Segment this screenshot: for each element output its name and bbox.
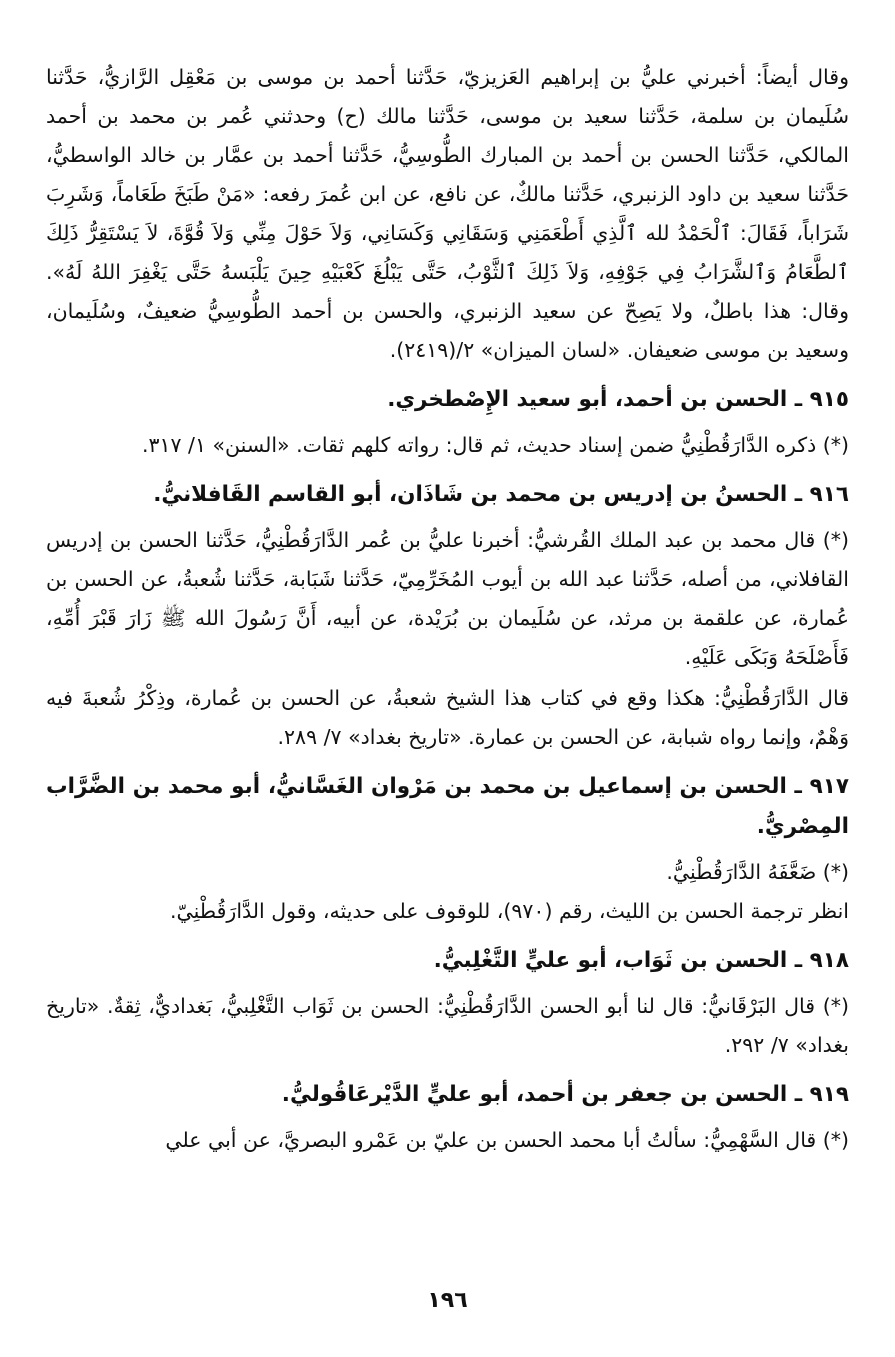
entry-heading-917: ٩١٧ ـ الحسن بن إسماعيل بن محمد بن مَرْوان الغَسَّانيُّ، أبو محمد بن الضَّرَّاب المِصْريُّ. bbox=[46, 774, 849, 839]
entry-heading-915: ٩١٥ ـ الحسن بن أحمد، أبو سعيد الإِصْطخري. bbox=[387, 387, 849, 412]
entry-body-918: (*) قال البَرْقَانيُّ: قال لنا أبو الحسن الدَّارَقُطْنِيُّ: الحسن بن ثَوَاب التَّغْلِبيُّ، بَغداديٌّ، ثِقةٌ. «تاريخ بغداد» ٧/ ٢٩٢. bbox=[46, 994, 849, 1057]
paragraph-continuation: وقال أيضاً: أخبرني عليُّ بن إبراهيم العَزيزيّ، حَدَّثنا أحمد بن موسى بن مَعْقِل الرَّازيُّ، حَدَّثنا سُلَيمان بن سلمة، حَدَّثنا سعيد بن موسى، حَدَّثنا مالك (ح) وحدثني عُمر بن محمد بن أحمد المالكي، حَدَّثنا الحسن بن أحمد بن المبارك الطُّوسِيُّ، حَدَّثنا أحمد بن عمَّار بن خالد الواسطيُّ، حَدَّثنا سعيد بن داود الزنبري، حَدَّثنا مالكٌ، عن نافع، عن ابن عُمرَ رفعه: «مَنْ طَبَخَ طَعَاماً، وَشَرِبَ شَرَاباً، فَقَالَ: ٱلْحَمْدُ لله ٱلَّذِي أَطْعَمَنِي وَسَقَانِي وَكَسَانِي، وَلاَ حَوْلَ مِنِّي وَلاَ قُوَّةَ، لاَ يَسْتَقِرُّ ذَلِكَ ٱلطَّعَامُ وَٱلشَّرَابُ فِي جَوْفِهِ، وَلاَ ذَلِكَ ٱلثَّوْبُ، حَتَّى يَبْلُغَ كَعْبَيْهِ حِينَ يَلْبَسهُ حَتَّى يَغْفِرَ اللهُ لَهُ». وقال: هذا باطلٌ، ولا يَصِحّ عن سعيد الزنبري، والحسن بن أحمد الطُّوسِيُّ ضعيفٌ، وسُلَيمان، وسعيد بن موسى ضعيفان. «لسان الميزان» ٢/(٢٤١٩). bbox=[46, 65, 849, 362]
page-number: ١٩٦ bbox=[427, 1288, 468, 1313]
entry-body-916-a: (*) قال محمد بن عبد الملك القُرشيُّ: أخبرنا عليُّ بن عُمر الدَّارَقُطْنِيُّ، حَدَّثنا الحسن بن إدريس القافلاني، من أصله، حَدَّثنا عبد الله بن أيوب المُخَرِّمِيّ، حَدَّثنا شَبَابة، حَدَّثنا شُعبةُ، عن الحسن بن عُمارة، عن علقمة بن مرثد، عن سُلَيمان بن بُرَيْدة، عن أبيه، أَنَّ رَسُولَ الله ﷺ زَارَ قَبْرَ أُمِّهِ، فَأَصْلَحَهُ وَبَكَى عَلَيْهِ. bbox=[46, 528, 849, 669]
entry-heading-916: ٩١٦ ـ الحسنُ بن إدريس بن محمد بن شَاذَان، أبو القاسم القَافلانيُّ. bbox=[153, 482, 849, 507]
entry-body-917-b: انظر ترجمة الحسن بن الليث، رقم (٩٧٠)، للوقوف على حديثه، وقول الدَّارَقُطْنِيّ. bbox=[170, 899, 849, 923]
entry-heading-919: ٩١٩ ـ الحسن بن جعفر بن أحمد، أبو عليٍّ الدَّيْرعَاقُوليُّ. bbox=[281, 1082, 849, 1107]
entry-body-917-a: (*) ضَعَّفَهُ الدَّارَقُطْنِيُّ. bbox=[666, 860, 849, 884]
entry-body-916-b: قال الدَّارَقُطْنِيُّ: هكذا وقع في كتاب هذا الشيخ شعبةُ، عن الحسن بن عُمارة، وذِكْرُ شُعبةَ فيه وَهْمٌ، وإنما رواه شبابة، عن الحسن بن عمارة. «تاريخ بغداد» ٧/ ٢٨٩. bbox=[46, 686, 849, 749]
entry-heading-918: ٩١٨ ـ الحسن بن ثَوَاب، أبو عليٍّ التَّغْلِبيُّ. bbox=[433, 948, 849, 973]
entry-body-919: (*) قال السَّهْمِيُّ: سألتُ أبا محمد الحسن بن عليّ بن عَمْرو البصريَّ، عن أبي علي bbox=[165, 1128, 849, 1152]
entry-body-915: (*) ذكره الدَّارَقُطْنِيُّ ضمن إسناد حديث، ثم قال: رواته كلهم ثقات. «السنن» ١/ ٣١٧. bbox=[141, 433, 849, 457]
page-body bbox=[46, 58, 849, 1160]
